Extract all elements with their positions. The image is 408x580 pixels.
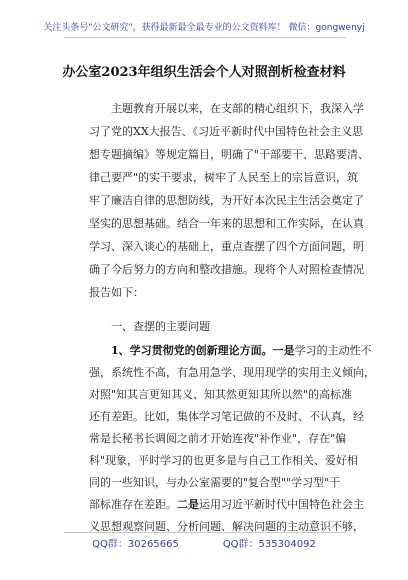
intro-line-5: 牢了廉洁自律的思想防线，为开好本次民主生活会奠定了 bbox=[89, 194, 364, 207]
item1-lead: 1、学习贯彻党的创新理论方面。 bbox=[111, 344, 273, 357]
intro-line-3: 想专题摘编》等规定篇目，明确了"干部要干、思路要清、 bbox=[89, 148, 370, 161]
intro-line-9: 报告如下： bbox=[89, 286, 144, 299]
item1-tail-line: 义思想观察问题、分析问题、解决问题的主动意识不够， bbox=[89, 520, 364, 533]
item1-first-line-rest: 学习的主动性不 bbox=[294, 344, 372, 357]
intro-line-2: 习了党的XX大报告、《习近平新时代中国特色社会主义思 bbox=[89, 125, 364, 138]
footer-divider bbox=[64, 532, 346, 533]
intro-line-6: 坚实的思想基础。结合一年来的思想和工作实际，在认真 bbox=[89, 217, 364, 230]
intro-line-8: 确了今后努力的方向和整改措施。现将个人对照检查情况 bbox=[89, 263, 364, 276]
intro-line-4: 律己要严"的实干要求，树牢了人民至上的宗旨意识，筑 bbox=[89, 171, 359, 184]
item1-first-line bbox=[111, 344, 372, 357]
header-promo-text: 关注头条号"公文研究"，获得最新最全最专业的公文资料库！ 微信：gongwenyj bbox=[43, 23, 365, 33]
intro-line-1: 主题教育开展以来，在支部的精心组织下，我深入学 bbox=[111, 102, 364, 115]
item1-second-marker: 二是 bbox=[177, 498, 199, 511]
item1-line-8 bbox=[89, 498, 364, 511]
footer-contact bbox=[0, 535, 408, 550]
intro-line-7: 学习、深入谈心的基础上，重点查摆了四个方面问题，明 bbox=[89, 240, 364, 253]
item1-line-4: 还有差距。比如，集体学习笔记做的不及时、不认真，经 bbox=[89, 410, 364, 423]
footer-qq-left: QQ群：30265665 bbox=[92, 539, 179, 550]
section-heading: 一、查摆的主要问题 bbox=[111, 320, 210, 333]
item1-first-marker: 一是 bbox=[272, 344, 295, 357]
footer-qq-right: QQ群：535304092 bbox=[222, 539, 316, 550]
item1-line-5: 常是长秘书长调阅之前才开始连夜"补作业"，存在"偏 bbox=[89, 432, 347, 445]
item1-line-8-text: 部标准存在差距。 bbox=[89, 498, 177, 511]
document-title: 办公室2023年组织生活会个人对照剖析检查材料 bbox=[62, 65, 346, 80]
header-divider bbox=[64, 37, 346, 38]
item1-second-line-rest: 运用习近平新时代中国特色社会主 bbox=[199, 498, 364, 511]
item1-line-7: 同的一些知识，与办公室需要的"复合型""学习型"干 bbox=[89, 476, 341, 489]
item1-line-6: 科"现象，平时学习的也更多是与自己工作相关、爱好相 bbox=[89, 454, 359, 467]
item1-line-3: 对照"知其言更知其义、知其然更知其所以然"的高标准 bbox=[89, 388, 353, 401]
item1-line-2: 强，系统性不高，有急用急学、现用现学的实用主义倾向， bbox=[89, 366, 375, 379]
